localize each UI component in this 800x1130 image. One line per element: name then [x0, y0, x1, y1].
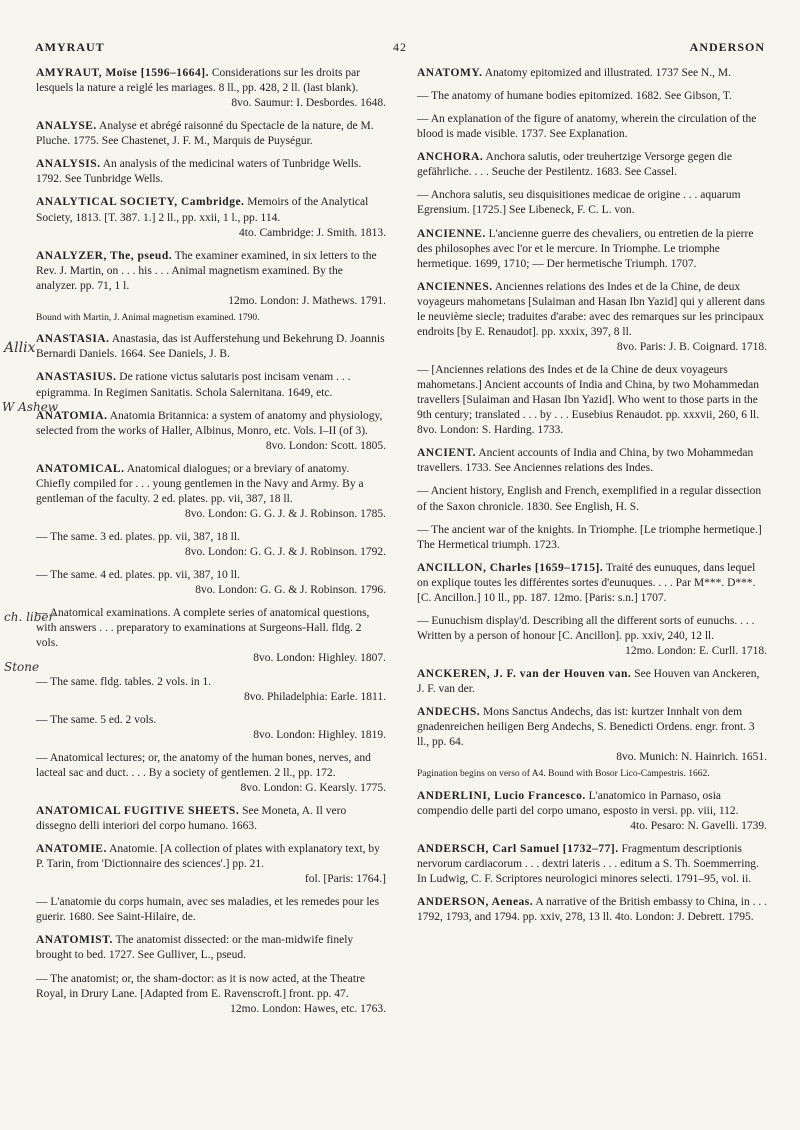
entry-body: — Anchora salutis, seu disquisitiones medicae de origine . . . aquarum Egrensium. [1725.] See Libeneck, F. C. L. von.: [417, 189, 741, 217]
catalog-entry: [36, 312, 386, 324]
entry-body: L'anatomico in Parnaso, osia compendio delle parti del corpo umano, esposto in versi. pp. viii, 112.: [417, 789, 739, 817]
entry-heading: ANALYTICAL SOCIETY, Cambridge.: [36, 196, 245, 209]
margin-note: Allix: [4, 340, 36, 356]
entry-body: — The same. 4 ed. plates. pp. vii, 387, 10 ll.: [36, 569, 240, 582]
entry-body: Ancient accounts of India and China, by two Mohammedan travellers. 1733. See Anciennes relations des Indes.: [417, 447, 754, 475]
header-left: AMYRAUT: [35, 40, 105, 54]
catalog-entry: [36, 804, 386, 834]
entry-body: — The ancient war of the knights. In Triomphe. [Le triomphe hermetique.] The Hermetical triumph. 1723.: [417, 523, 762, 551]
entry-imprint: fol. [Paris: 1764.]: [304, 873, 386, 886]
entry-body: Anatomy epitomized and illustrated. 1737 See N., M.: [484, 67, 731, 79]
catalog-entry: [36, 568, 386, 598]
entry-body: — The anatomist; or, the sham-doctor: as it is now acted, at the Theatre Royal, in Drury Lane. [Adapted from E. Ravenscroft.] front. pp. 47.: [36, 972, 366, 1000]
entry-imprint: 8vo. London: G. Kearsly. 1775.: [240, 781, 386, 794]
entry-heading: ANATOMIE.: [36, 843, 107, 856]
entry-body: — Anatomical examinations. A complete series of anatomical questions, with answers . . . preparatory to examinations at Surgeons-Hall. fldg. 2 vols.: [36, 607, 370, 650]
catalog-entry: [36, 119, 386, 149]
running-header: [35, 40, 765, 60]
catalog-entry: [417, 112, 767, 142]
entry-heading: ANATOMIA.: [36, 409, 108, 422]
entry-heading: ANALYSIS.: [36, 158, 101, 171]
margin-note: Stone: [4, 660, 40, 674]
left-column: [36, 66, 386, 1025]
entry-body: See Houven van Anckeren, J. F. van der.: [417, 668, 760, 696]
entry-imprint: 8vo. London: G. G. J. & J. Robinson. 1785.: [185, 507, 386, 520]
entry-body: The examiner examined, in six letters to the Rev. J. Martin, on . . . his . . . Animal magnetism examined. By the analyzer. pp. 71, 1 l.: [36, 249, 377, 292]
entry-body: The anatomist dissected: or the man-midwife finely brought to bed. 1727. See Gulliver, L., pseud.: [36, 934, 354, 962]
entry-imprint: 8vo. Paris: J. B. Coignard. 1718.: [616, 340, 767, 353]
entry-body: Traité des eunuques, dans lequel on explique toutes les différentes sortes d'eunuques. . . . Par M***. D***. [C. Ancillon.] 10 ll., pp. 187. 12mo. [Paris: s.n.] 1707.: [417, 561, 756, 604]
entry-imprint: 8vo. London: G. G. & J. Robinson. 1796.: [195, 584, 386, 597]
entry-body: Anatomie. [A collection of plates with explanatory text, by P. Tarin, from 'Dictionnaire des sciences'.] pp. 21.: [36, 843, 380, 871]
entry-heading: ANDECHS.: [417, 706, 481, 719]
catalog-entry: [417, 842, 767, 887]
entry-heading: ANALYZER, The, pseud.: [36, 249, 173, 262]
entry-heading: ANCILLON, Charles [1659–1715].: [417, 561, 604, 574]
entry-body: — The anatomy of humane bodies epitomized. 1682. See Gibson, T.: [417, 90, 732, 103]
catalog-entry: [417, 667, 767, 697]
entry-body: De ratione victus salutaris post incisam venam . . . epigramma. In Regimen Sanitatis. Schola Salernitana. 1649, etc.: [36, 371, 351, 399]
catalog-entry: [36, 842, 386, 887]
entry-heading: ANATOMY.: [417, 67, 483, 79]
entry-imprint: 8vo. Saumur: I. Desbordes. 1648.: [231, 97, 386, 110]
entry-body: — The same. 5 ed. 2 vols.: [36, 713, 157, 726]
entry-body: Pagination begins on verso of A4. Bound with Bosor Lico-Campestris. 1662.: [417, 769, 710, 780]
entry-body: — [Anciennes relations des Indes et de la Chine de deux voyageurs mahometans.] Ancient accounts of India and China, by two Mohammedan travellers [Sulaiman and Hasan Ibn Yazid]. Who went to those parts in the 9th century; translated . . . by . . . Eusebius Renaudot. pp. xxxvii, 260, 6 ll. 8vo. London: S. Harding. 1733.: [417, 364, 760, 437]
entry-heading: ANCIENT.: [417, 447, 477, 460]
catalog-entry: [417, 561, 767, 606]
margin-note: ch. liber: [4, 610, 55, 624]
entry-imprint: 4to. Pesaro: N. Gavelli. 1739.: [630, 820, 767, 832]
catalog-entry: [417, 895, 767, 925]
entry-body: — L'anatomie du corps humain, avec ses maladies, et les remedes pour les guerir. 1680. See Saint-Hilaire, de.: [36, 896, 380, 924]
entry-body: See Moneta, A. Il vero dissegno delli interiori del corpo humano. 1663.: [36, 804, 347, 832]
entry-body: Mons Sanctus Andechs, das ist: kurtzer Innhalt von dem gnadenreichen heiligen Berg Andechs, S. Benedicti Ordens. engr. front. 3 ll., pp. 64.: [417, 706, 755, 749]
entry-imprint: 12mo. London: Hawes, etc. 1763.: [230, 1002, 386, 1015]
catalog-entry: [417, 66, 767, 81]
entry-body: Memoirs of the Analytical Society, 1813. [T. 387. 1.] 2 ll., pp. xxii, 1 l., pp. 114.: [36, 196, 369, 224]
catalog-entry: [36, 530, 386, 560]
entry-body: Considerations sur les droits par lesquels la nature a reiglé les mariages. 8 ll., pp. 428, 2 ll. (last blank).: [36, 67, 361, 95]
entry-imprint: 8vo. London: Scott. 1805.: [265, 439, 386, 452]
header-right: ANDERSON: [689, 40, 765, 54]
entry-heading: ANATOMICAL FUGITIVE SHEETS.: [36, 804, 240, 817]
entry-body: Anastasia, das ist Aufferstehung und Bekehrung D. Joannis Bernardi Daniels. 1664. See Daniels, J. B.: [36, 333, 385, 361]
catalog-entry: [36, 933, 386, 963]
entry-imprint: 8vo. London: Highley. 1807.: [253, 652, 386, 665]
entry-heading: AMYRAUT, Moïse [1596–1664].: [36, 67, 209, 79]
catalog-entry: [36, 675, 386, 705]
entry-body: Analyse et abrégé raisonné du Spectacle de la nature, de M. Pluche. 1775. See Chastenet, J. F. M., Marquis de Puységur.: [36, 120, 374, 148]
catalog-entry: [417, 89, 767, 104]
catalog-entry: [36, 249, 386, 309]
entry-heading: ANCKEREN, J. F. van der Houven van.: [417, 668, 632, 681]
catalog-entry: [417, 768, 767, 780]
entry-body: Anatomical dialogues; or a breviary of anatomy. Chiefly compiled for . . . young gentlemen in the Navy and Army. By a gentleman of the faculty. 2 ed. plates. pp. vii, 387, 18 ll.: [36, 462, 364, 505]
catalog-entry: [417, 523, 767, 553]
catalog-entry: [417, 280, 767, 355]
entry-heading: ANCIENNE.: [417, 227, 486, 240]
catalog-entry: [36, 66, 386, 111]
entry-body: Fragmentum descriptionis nervorum cardiacorum . . . dextri lateris . . . editum a S. Th. Soemmerring. In Ludwig, C. F. Scriptores neurologici minores selecti. 1791–95, vol. ii.: [417, 843, 759, 886]
entry-heading: ANASTASIUS.: [36, 371, 117, 384]
entry-body: L'ancienne guerre des chevaliers, ou entretien de la pierre des philosophes avec l'or et le mercure. In Triomphe. Le triomphe hermetique. 1699, 1710; — Der hermetische Triumph. 1707.: [417, 227, 754, 270]
catalog-entry: [36, 606, 386, 666]
catalog-entry: [417, 614, 767, 659]
entry-imprint: 12mo. London: E. Curll. 1718.: [625, 645, 767, 657]
right-column: [417, 66, 767, 933]
entry-heading: ANDERLINI, Lucio Francesco.: [417, 789, 586, 802]
catalog-entry: [36, 157, 386, 187]
entry-heading: ANCIENNES.: [417, 280, 493, 293]
entry-imprint: 12mo. London: J. Mathews. 1791.: [228, 294, 386, 307]
entry-body: — The same. 3 ed. plates. pp. vii, 387, 18 ll.: [36, 531, 240, 543]
catalog-entry: [36, 895, 386, 925]
catalog-entry: [417, 363, 767, 438]
entry-body: An analysis of the medicinal waters of Tunbridge Wells. 1792. See Tunbridge Wells.: [36, 158, 362, 186]
catalog-entry: [417, 484, 767, 514]
entry-body: Anatomia Britannica: a system of anatomy and physiology, selected from the works of Haller, Albinus, Monro, etc. Vols. I–II (of 3).: [36, 409, 383, 437]
catalog-entry: [417, 705, 767, 765]
entry-body: — Ancient history, English and French, exemplified in a regular dissection of the Saxon chronicle. 1830. See English, H. S.: [417, 485, 762, 513]
entry-imprint: 8vo. London: G. G. J. & J. Robinson. 1792.: [185, 546, 386, 559]
catalog-entry: [36, 409, 386, 454]
catalog-entry: [36, 751, 386, 796]
entry-heading: ANASTASIA.: [36, 333, 110, 346]
catalog-entry: [36, 195, 386, 240]
entry-heading: ANALYSE.: [36, 120, 97, 133]
catalog-entry: [417, 150, 767, 180]
margin-note: W Ashew: [2, 400, 59, 414]
entry-body: — The same. fldg. tables. 2 vols. in 1.: [36, 675, 212, 688]
entry-imprint: 8vo. London: Highley. 1819.: [253, 728, 386, 741]
catalog-entry: [417, 188, 767, 218]
entry-heading: ANDERSCH, Carl Samuel [1732–77].: [417, 843, 619, 856]
entry-heading: ANDERSON, Aeneas.: [417, 896, 534, 909]
entry-imprint: 8vo. Munich: N. Hainrich. 1651.: [616, 751, 767, 764]
catalog-entry: [36, 370, 386, 400]
catalog-entry: [36, 972, 386, 1017]
catalog-entry: [36, 332, 386, 362]
catalog-entry: [417, 789, 767, 834]
entry-imprint: 8vo. Philadelphia: Earle. 1811.: [243, 690, 386, 703]
catalog-entry: [417, 446, 767, 476]
entry-body: A narrative of the British embassy to China, in . . . 1792, 1793, and 1794. pp. xxiv, 278, 13 ll. 4to. London: J. Debrett. 1795.: [417, 896, 767, 924]
catalog-entry: [417, 227, 767, 272]
entry-heading: ANATOMICAL.: [36, 462, 125, 475]
entry-body: — Anatomical lectures; or, the anatomy of the human bones, nerves, and lacteal sac and duct. . . . By a society of gentlemen. 2 ll., pp. 172.: [36, 751, 371, 779]
page-number: 42: [393, 40, 407, 54]
entry-body: — An explanation of the figure of anatomy, wherein the circulation of the blood is made visible. 1737. See Explanation.: [417, 113, 757, 141]
catalog-entry: [36, 713, 386, 743]
entry-body: — Eunuchism display'd. Describing all the different sorts of eunuchs. . . . Written by a person of honour [C. Ancillon]. pp. xxiv, 240, 12 ll.: [417, 614, 755, 642]
catalog-entry: [36, 462, 386, 522]
entry-heading: ANCHORA.: [417, 151, 484, 164]
entry-imprint: 4to. Cambridge: J. Smith. 1813.: [239, 226, 386, 239]
entry-body: Bound with Martin, J. Animal magnetism examined. 1790.: [36, 312, 260, 323]
entry-body: Anciennes relations des Indes et de la Chine, de deux voyageurs mahometans [Sulaiman and Hasan Ibn Yazid] qui y allerent dans le neuvième siecle; traduites d'arabe: avec des remarques sur les principaux endroits [by E. Renaudot]. pp. xxxix, 397, 8 ll.: [417, 280, 765, 338]
entry-body: Anchora salutis, oder treuhertzige Versorge gegen die gefährliche. . . . Seuche der Pestilentz. 1683. See Cassel.: [417, 151, 732, 179]
entry-heading: ANATOMIST.: [36, 934, 113, 947]
